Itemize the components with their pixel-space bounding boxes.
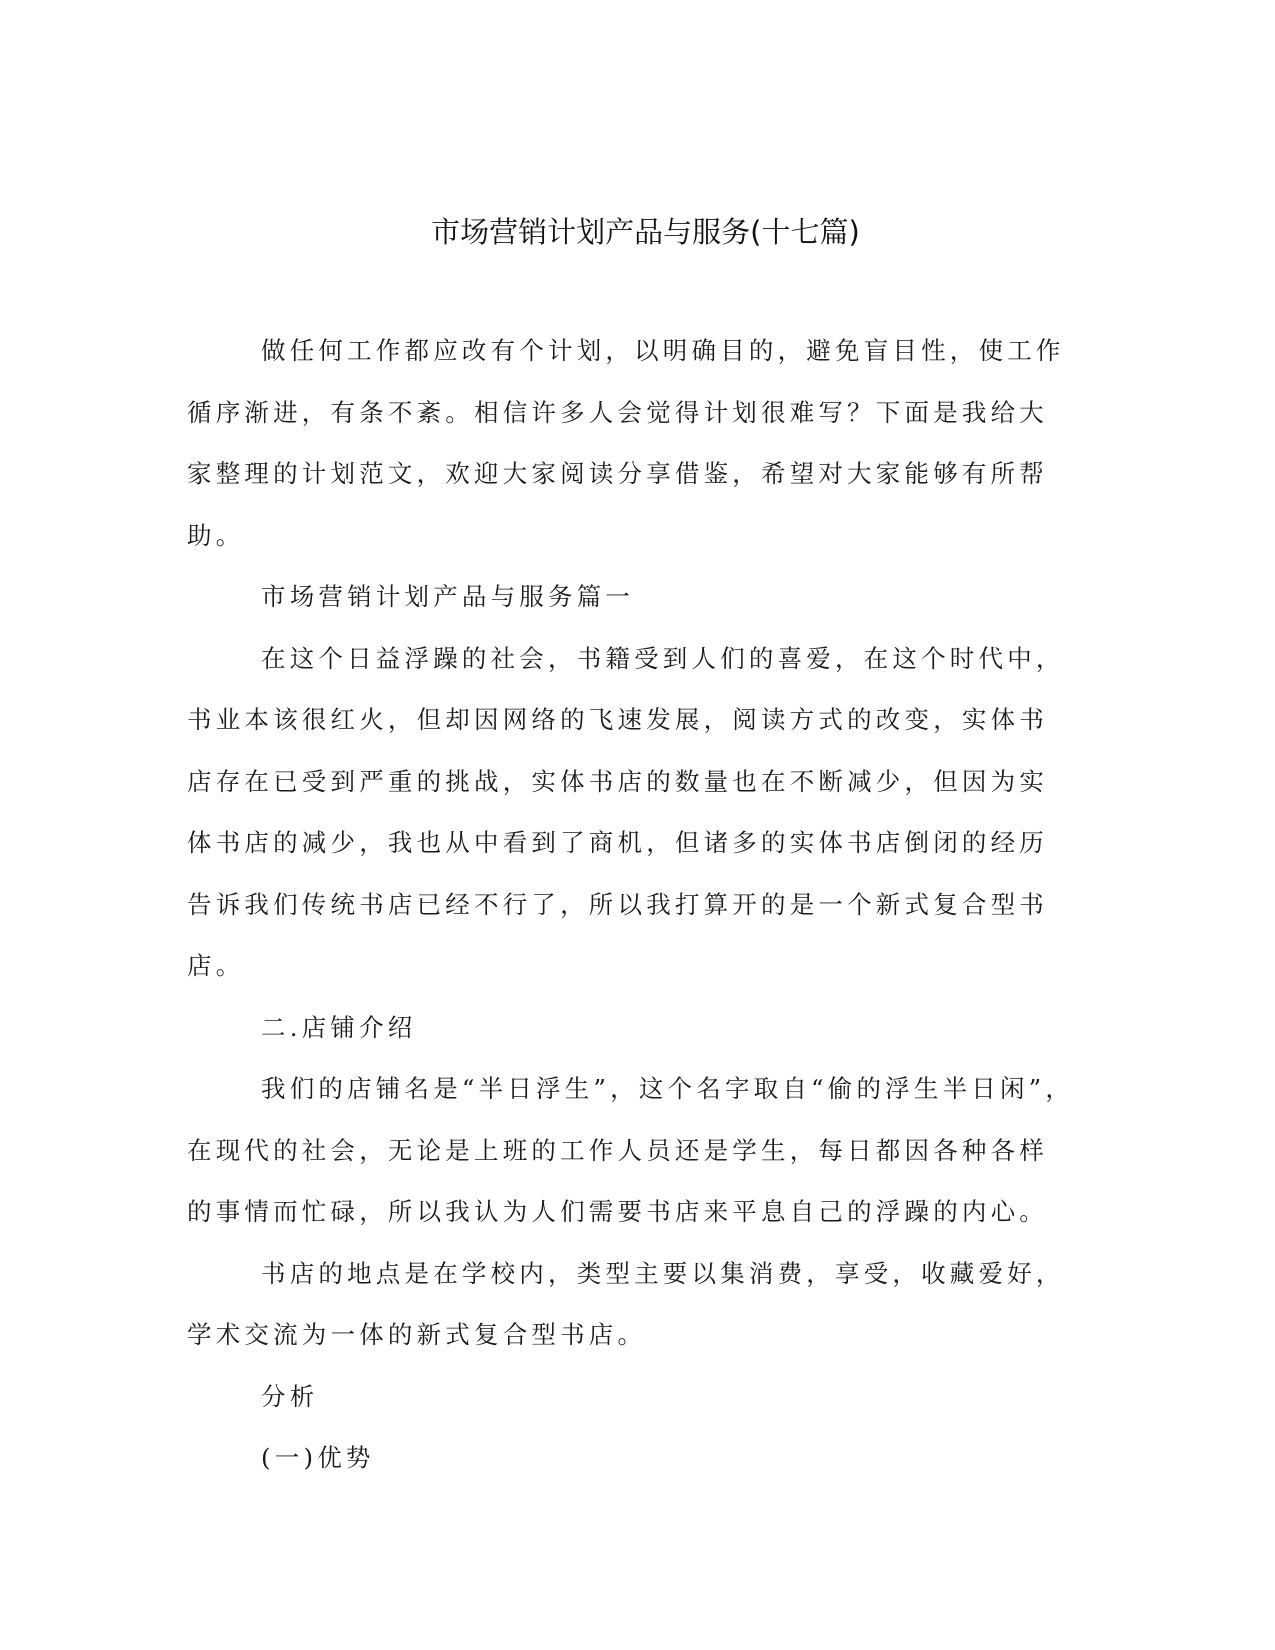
intro-paragraph: [187, 320, 1067, 566]
document-body: [187, 320, 1075, 1489]
text-line: 告诉我们传统书店已经不行了，所以我打算开的是一个新式复合型书: [187, 889, 1048, 919]
text-line: 店。: [187, 951, 245, 980]
text-line: 店存在已受到严重的挑战，实体书店的数量也在不断减少，但因为实: [187, 766, 1048, 796]
text-line: 我们的店铺名是“半日浮生”，这个名字取自“偷的浮生半日闲”，: [261, 1074, 1075, 1103]
paragraph-3: [187, 1243, 1067, 1366]
text-line: 在这个日益浮躁的社会，书籍受到人们的喜爱，在这个时代中，: [261, 643, 1065, 673]
text-line: 书店的地点是在学校内，类型主要以集消费，享受，收藏爱好，: [261, 1258, 1065, 1288]
text-line: 家整理的计划范文，欢迎大家阅读分享借鉴，希望对大家能够有所帮: [187, 459, 1048, 488]
strengths-heading: (一)优势: [261, 1443, 375, 1472]
text-line: 循序渐进，有条不紊。相信许多人会觉得计划很难写？下面是我给大: [187, 397, 1048, 427]
store-intro-heading: 二.店铺介绍: [261, 1012, 417, 1042]
section-heading: 市场营销计划产品与服务篇一: [261, 582, 635, 611]
paragraph-1: [187, 628, 1067, 997]
text-line: 的事情而忙碌，所以我认为人们需要书店来平息自己的浮躁的内心。: [187, 1197, 1048, 1226]
text-line: 学术交流为一体的新式复合型书店。: [187, 1320, 647, 1349]
document-title: 市场营销计划产品与服务(十七篇): [431, 215, 860, 249]
text-line: 体书店的减少，我也从中看到了商机，但诸多的实体书店倒闭的经历: [187, 828, 1048, 857]
analysis-heading: 分析: [261, 1381, 319, 1411]
text-line: 书业本该很红火，但却因网络的飞速发展，阅读方式的改变，实体书: [187, 705, 1048, 734]
text-line: 在现代的社会，无论是上班的工作人员还是学生，每日都因各种各样: [187, 1135, 1048, 1165]
text-line: 做任何工作都应改有个计划，以明确目的，避免盲目性，使工作: [261, 336, 1065, 365]
paragraph-2: [187, 1058, 1075, 1243]
text-line: 助。: [187, 520, 245, 550]
